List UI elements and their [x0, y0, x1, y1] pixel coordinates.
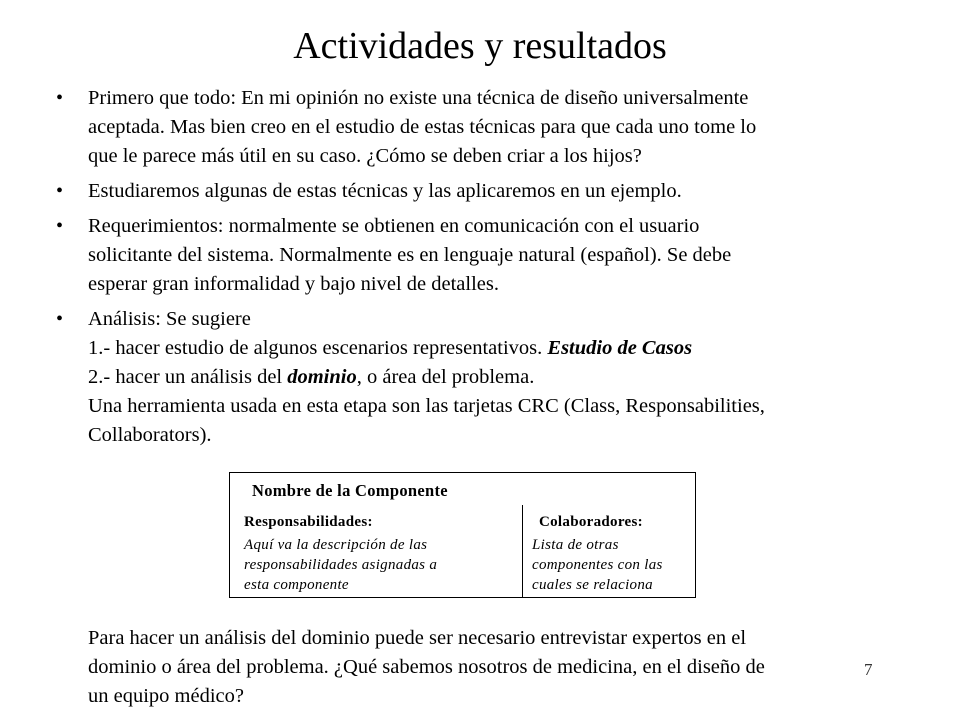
crc-text-line: Aquí va la descripción de las	[244, 537, 428, 553]
crc-collaborators-text	[532, 535, 697, 595]
dominio-emphasis: dominio	[287, 366, 357, 388]
bullet-line: solicitante del sistema. Normalmente es en lenguaje natural (español). Se debe	[88, 244, 732, 266]
crc-text-line: Lista de otras	[532, 537, 619, 553]
bullet-item	[56, 212, 906, 299]
step-two-suffix: , o área del problema.	[356, 366, 535, 388]
crc-divider	[522, 505, 523, 597]
bullet-line: • Análisis: Se sugiere	[88, 308, 251, 330]
crc-text-line: esta componente	[244, 577, 349, 593]
bullet-item	[56, 305, 906, 450]
crc-text-line: cuales se relaciona	[532, 577, 653, 593]
bullet-line: • Requerimientos: normalmente se obtienen en comunicación con el usuario	[88, 215, 700, 237]
bullet-item	[56, 177, 906, 206]
bullet-item	[56, 84, 906, 171]
bullet-list	[56, 84, 906, 456]
bullet-line	[88, 334, 906, 363]
closing-paragraph	[88, 624, 908, 711]
step-two-text: 2.- hacer un análisis del	[88, 366, 288, 388]
closing-line: Para hacer un análisis del dominio puede ser necesario entrevistar expertos en el	[88, 627, 747, 649]
bullet-line: Collaborators).	[88, 424, 212, 446]
crc-responsibilities-header: Responsabilidades:	[244, 514, 373, 530]
closing-line: dominio o área del problema. ¿Qué sabemos nosotros de medicina, en el diseño de	[88, 656, 765, 678]
bullet-line: esperar gran informalidad y bajo nivel de detalles.	[88, 273, 499, 295]
crc-card	[229, 472, 696, 598]
crc-text-line: responsabilidades asignadas a	[244, 557, 438, 573]
crc-collaborators-header: Colaboradores:	[539, 514, 643, 530]
closing-line: un equipo médico?	[88, 685, 244, 707]
page-number: 7	[864, 660, 873, 679]
bullet-line: • Estudiaremos algunas de estas técnicas y las aplicaremos en un ejemplo.	[88, 180, 682, 202]
bullet-line: Una herramienta usada en esta etapa son las tarjetas CRC (Class, Responsabilities,	[88, 395, 765, 417]
bullet-line: aceptada. Mas bien creo en el estudio de estas técnicas para que cada uno tome lo	[88, 116, 757, 138]
crc-component-name: Nombre de la Componente	[252, 481, 448, 500]
bullet-line	[88, 363, 906, 392]
crc-text-line: componentes con las	[532, 557, 663, 573]
bullet-line: que le parece más útil en su caso. ¿Cómo se deben criar a los hijos?	[88, 145, 642, 167]
casos-emphasis: Estudio de Casos	[547, 337, 693, 359]
crc-responsibilities-text	[244, 535, 514, 595]
slide-title: Actividades y resultados	[293, 25, 667, 67]
step-one-text: 1.- hacer estudio de algunos escenarios representativos.	[88, 337, 548, 359]
bullet-line: • Primero que todo: En mi opinión no existe una técnica de diseño universalmente	[88, 87, 749, 109]
